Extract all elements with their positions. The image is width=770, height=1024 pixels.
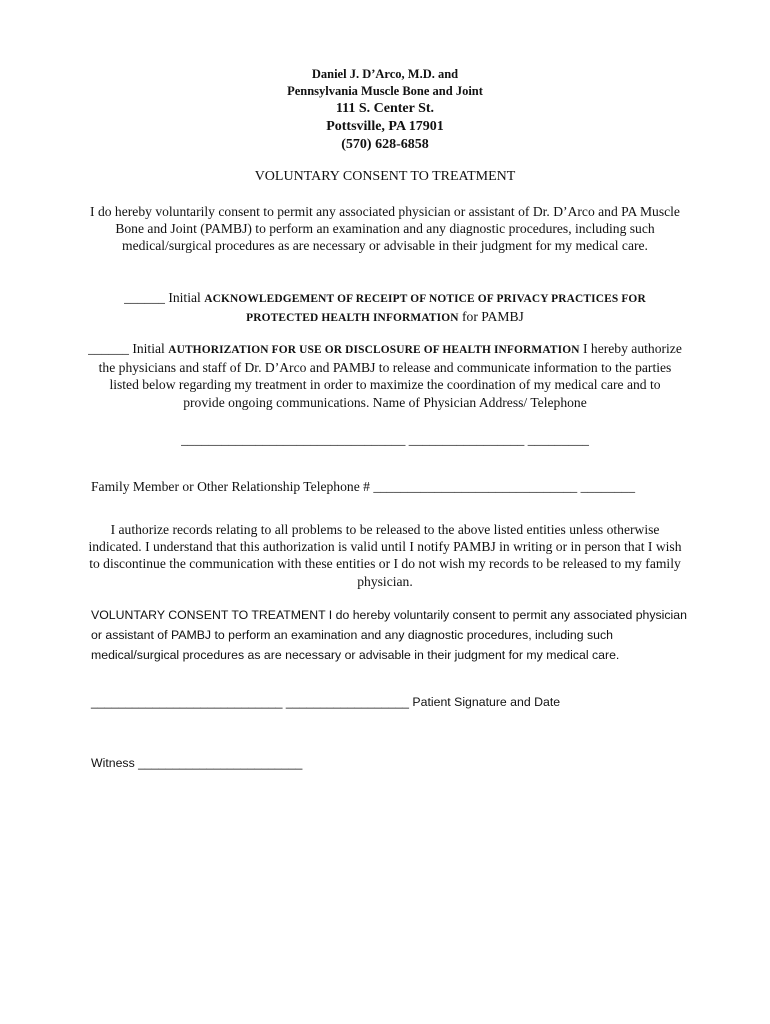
- header-street-address: 111 S. Center St.: [335, 101, 435, 116]
- consent-paragraph: I do hereby voluntarily consent to permit any associated physician or assistant of Dr. D’Arco and PA Muscle Bone and Joint (PAMBJ) to perform an examination and any diagnostic procedures, including such medical/surgical procedures as are necessary or advisable in their judgment for my medical care.: [90, 204, 680, 254]
- physician-info-blank-lines[interactable]: _________________________________ _________________ _________: [181, 432, 589, 447]
- consent-repeat-paragraph: VOLUNTARY CONSENT TO TREATMENT I do hereby voluntarily consent to permit any associated physician or assistant of PAMBJ to perform an examination and any diagnostic procedures, including such medical/surgical procedures as are necessary or advisable in their judgment for my medical care.: [91, 608, 687, 662]
- authorization-section: [88, 340, 682, 411]
- records-release-paragraph: I authorize records relating to all problems to be released to the above listed entities unless otherwise indicated. I understand that this authorization is valid until I notify PAMBJ in writing or in person that I wish to discontinue the communication with these entities or I do not wish my records to be released to my family physician.: [88, 522, 682, 589]
- acknowledgement-suffix: for PAMBJ: [458, 309, 524, 325]
- authorization-text: I hereby authorize the physicians and staff of Dr. D’Arco and PAMBJ to release and communicate information to the parties listed below regarding my treatment in order to maximize the coordination of my medical care and to provide ongoing communications. Name of Physician Address/ Telephone: [98, 341, 682, 410]
- practice-header: [0, 66, 770, 154]
- acknowledgement-section: [88, 289, 682, 327]
- header-city-state-zip: Pottsville, PA 17901: [326, 119, 444, 134]
- family-member-telephone-line[interactable]: Family Member or Other Relationship Telephone # ______________________________ ________: [91, 479, 636, 494]
- acknowledgement-initial-field[interactable]: ______ Initial: [124, 290, 205, 305]
- patient-signature-date-line[interactable]: ____________________________ __________________ Patient Signature and Date: [91, 695, 561, 709]
- header-physician-name: Daniel J. D’Arco, M.D. and: [311, 67, 459, 81]
- witness-line[interactable]: Witness ________________________: [91, 756, 303, 770]
- authorization-heading: AUTHORIZATION FOR USE OR DISCLOSURE OF HEALTH INFORMATION: [168, 344, 580, 356]
- acknowledgement-heading: ACKNOWLEDGEMENT OF RECEIPT OF NOTICE OF PRIVACY PRACTICES FOR PROTECTED HEALTH INFORMATION: [204, 293, 646, 325]
- header-practice-name: Pennsylvania Muscle Bone and Joint: [287, 84, 483, 98]
- form-title: VOLUNTARY CONSENT TO TREATMENT: [254, 169, 516, 184]
- header-phone: (570) 628-6858: [341, 137, 429, 152]
- authorization-initial-field[interactable]: ______ Initial: [88, 341, 169, 356]
